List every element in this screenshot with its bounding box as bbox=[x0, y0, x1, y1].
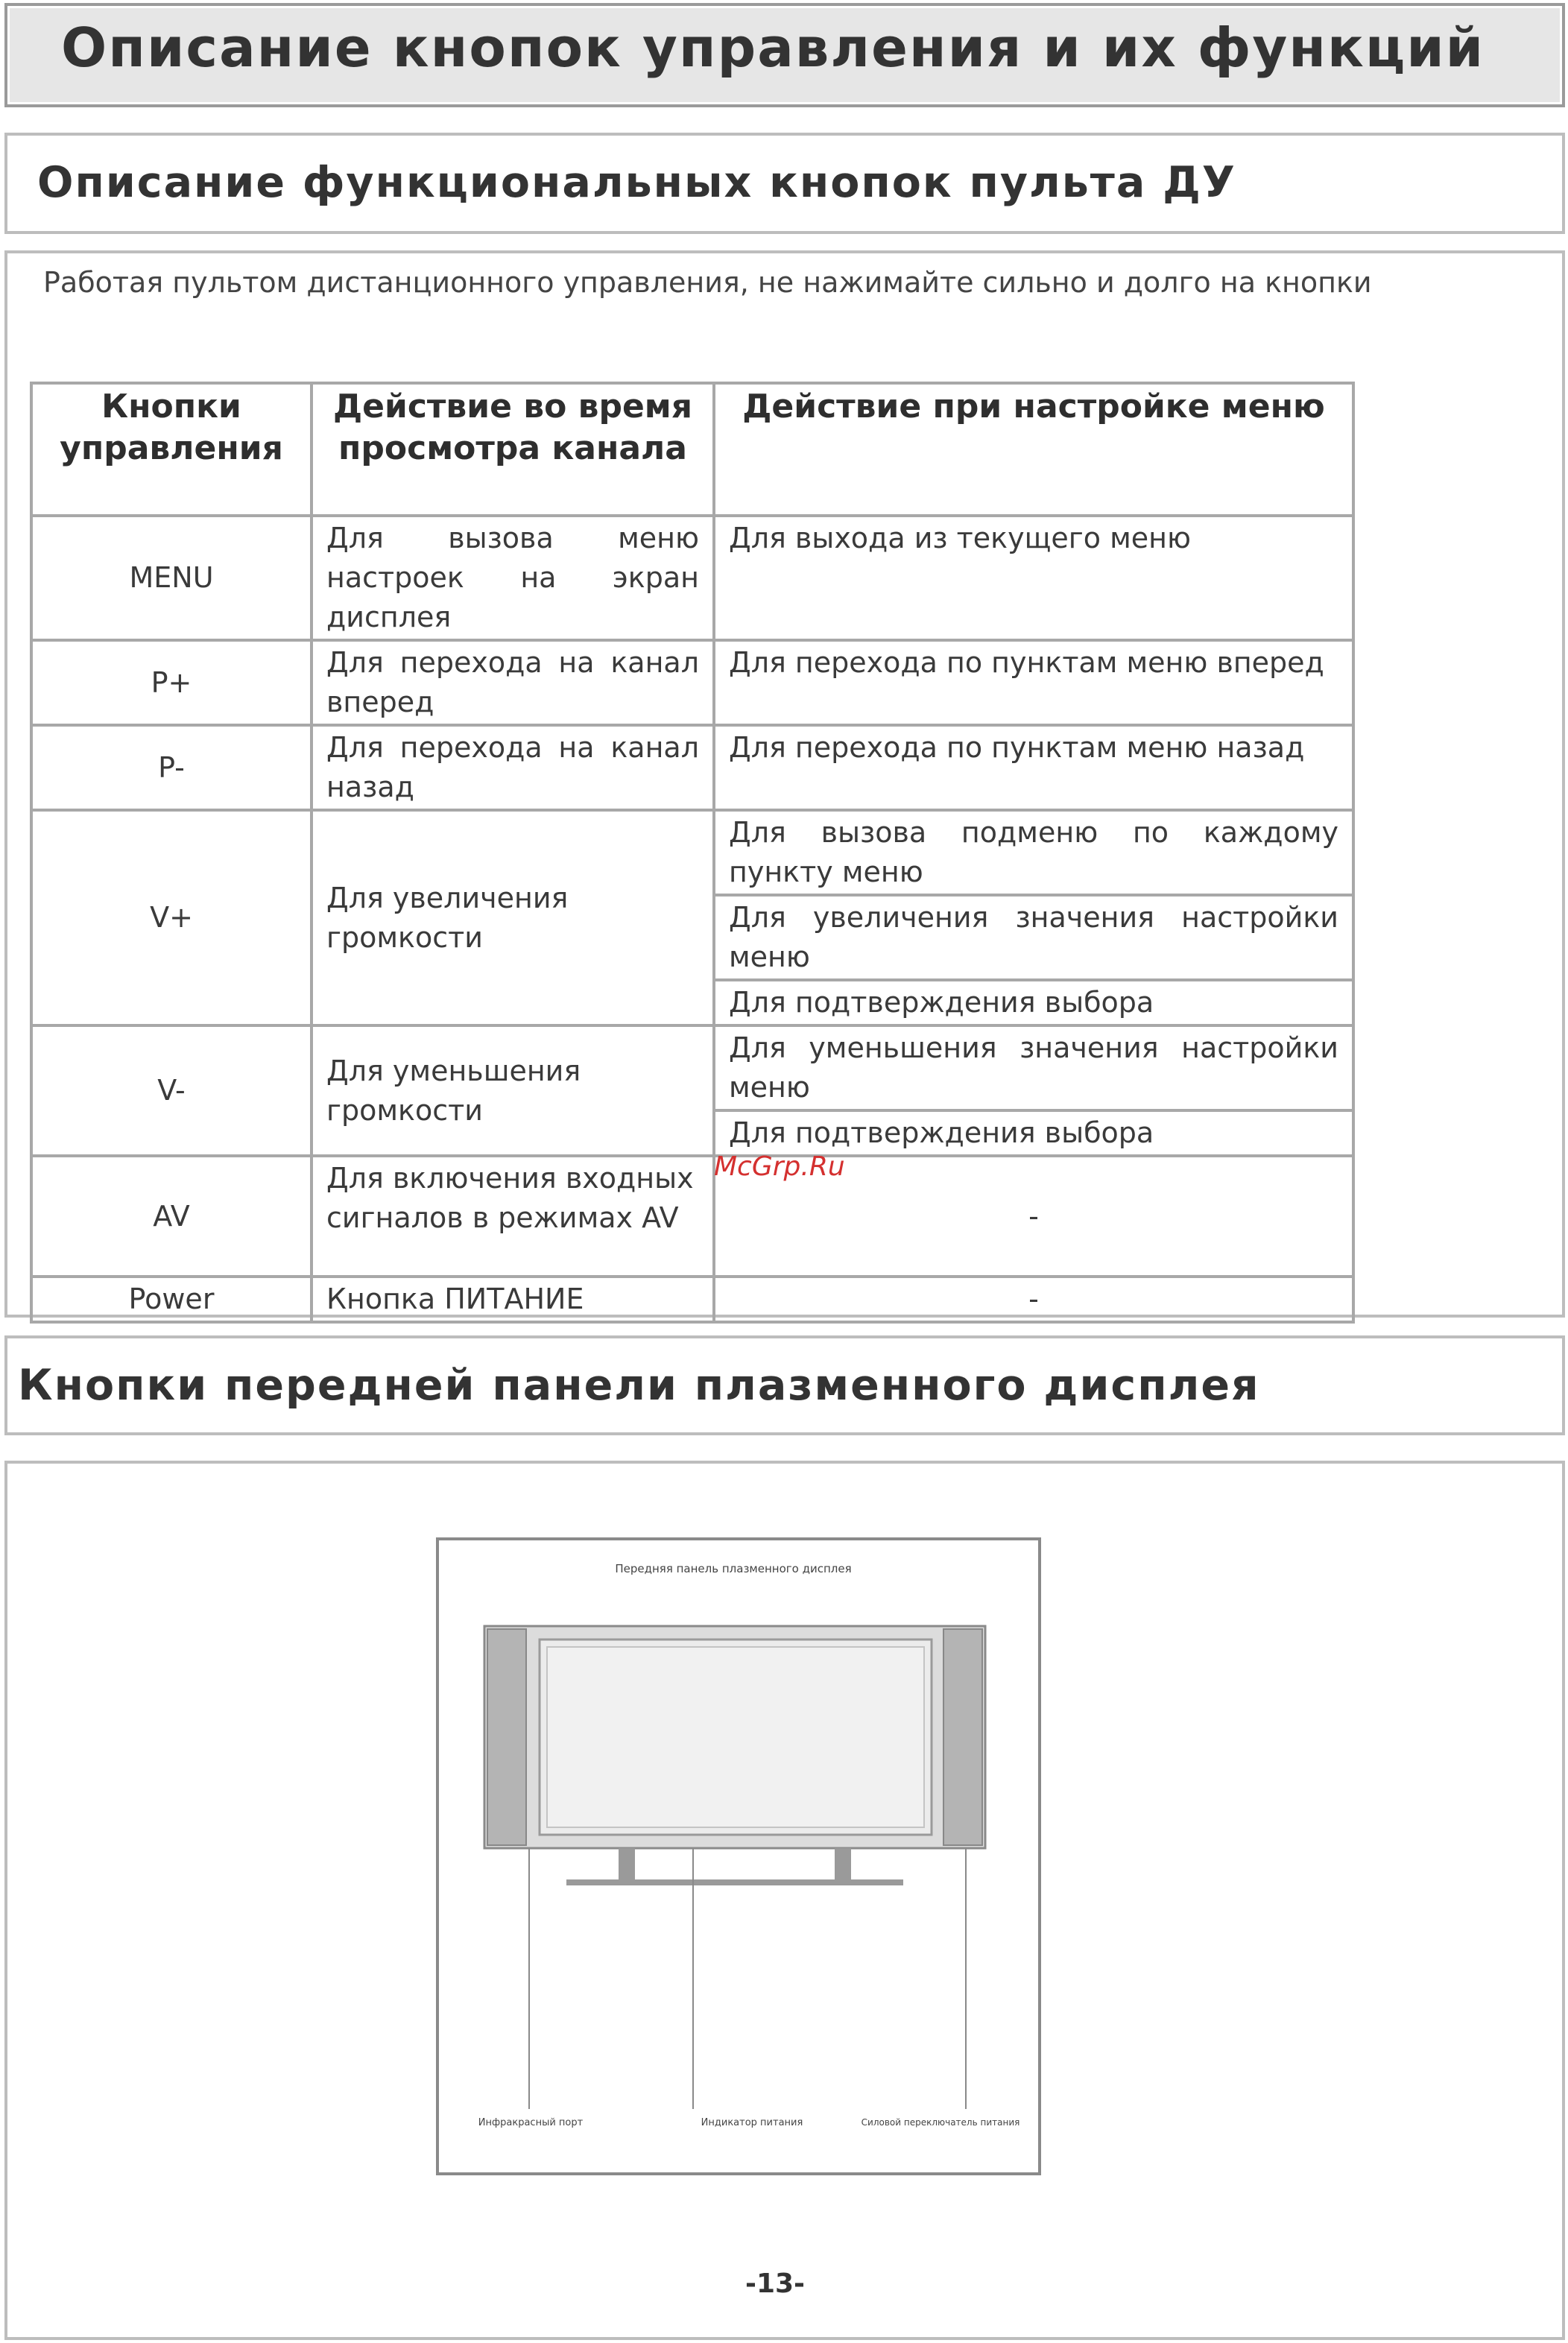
table-row bbox=[31, 1277, 1353, 1322]
menu-action-cell: Для вызова подменю по каждому пункту меню bbox=[714, 810, 1353, 895]
page-number: -13- bbox=[745, 2268, 805, 2299]
table-row bbox=[31, 1025, 1353, 1110]
menu-action-cell: Для уменьшения значения настройки меню bbox=[714, 1025, 1353, 1110]
table-row bbox=[31, 1156, 1353, 1277]
menu-action-cell: Для увеличения значения настройки меню bbox=[714, 895, 1353, 980]
view-action-cell: Для включения входных сигналов в режимах AV bbox=[312, 1156, 714, 1277]
table-row bbox=[31, 516, 1353, 640]
view-action-cell: Кнопка ПИТАНИЕ bbox=[312, 1277, 714, 1322]
menu-action-cell: Для перехода по пунктам меню вперед bbox=[714, 640, 1353, 725]
table-header: Действие во время просмотра канала bbox=[312, 383, 714, 516]
stand-leg-right bbox=[835, 1848, 851, 1879]
menu-action-cell: Для перехода по пунктам меню назад bbox=[714, 725, 1353, 810]
plasma-front-panel-diagram bbox=[435, 1537, 1042, 2176]
screen-inner bbox=[547, 1647, 924, 1827]
view-action-cell: Для перехода на канал назад bbox=[312, 725, 714, 810]
table-header: Действие при настройке меню bbox=[714, 383, 1353, 516]
menu-action-cell: - bbox=[714, 1277, 1353, 1322]
label-power-indicator: Индикатор питания bbox=[701, 2117, 803, 2128]
table-header-row bbox=[31, 383, 1353, 516]
page-title: Описание кнопок управления и их функций bbox=[61, 16, 1485, 79]
menu-action-cell: Для подтверждения выбора bbox=[714, 1110, 1353, 1156]
button-key-cell: Power bbox=[31, 1277, 312, 1322]
table-row bbox=[31, 725, 1353, 810]
table-header: Кнопки управления bbox=[31, 383, 312, 516]
stand-leg-left bbox=[619, 1848, 635, 1879]
diagram-caption: Передняя панель плазменного дисплея bbox=[615, 1562, 852, 1575]
view-action-cell: Для перехода на канал вперед bbox=[312, 640, 714, 725]
menu-action-cell: Для подтверждения выбора bbox=[714, 980, 1353, 1025]
menu-action-cell: - bbox=[714, 1156, 1353, 1277]
table-row bbox=[31, 640, 1353, 725]
main-title-box bbox=[4, 3, 1565, 107]
front-section-title: Кнопки передней панели плазменного дисплея bbox=[18, 1361, 1260, 1410]
remote-section-title: Описание функциональных кнопок пульта ДУ bbox=[37, 158, 1236, 207]
button-key-cell: V- bbox=[31, 1025, 312, 1156]
label-ir-port: Инфракрасный порт bbox=[478, 2117, 584, 2128]
remote-intro-text: Работая пультом дистанционного управления, не нажимайте сильно и долго на кнопки bbox=[43, 266, 1372, 299]
button-key-cell: MENU bbox=[31, 516, 312, 640]
remote-section-header bbox=[4, 133, 1565, 234]
right-speaker bbox=[943, 1629, 982, 1845]
stand-base bbox=[566, 1879, 903, 1885]
view-action-cell: Для увеличения громкости bbox=[312, 810, 714, 1025]
button-key-cell: AV bbox=[31, 1156, 312, 1277]
button-key-cell: V+ bbox=[31, 810, 312, 1025]
left-speaker bbox=[487, 1629, 526, 1845]
table-row bbox=[31, 810, 1353, 895]
remote-buttons-table bbox=[30, 382, 1355, 1324]
view-action-cell: Для вызова меню настроек на экран дисплея bbox=[312, 516, 714, 640]
menu-action-cell: Для выхода из текущего меню bbox=[714, 516, 1353, 640]
label-power-switch: Силовой переключатель питания bbox=[861, 2117, 1020, 2128]
button-key-cell: P+ bbox=[31, 640, 312, 725]
view-action-cell: Для уменьшения громкости bbox=[312, 1025, 714, 1156]
front-section-header bbox=[4, 1335, 1565, 1435]
button-key-cell: P- bbox=[31, 725, 312, 810]
watermark: McGrp.Ru bbox=[714, 1151, 845, 1182]
